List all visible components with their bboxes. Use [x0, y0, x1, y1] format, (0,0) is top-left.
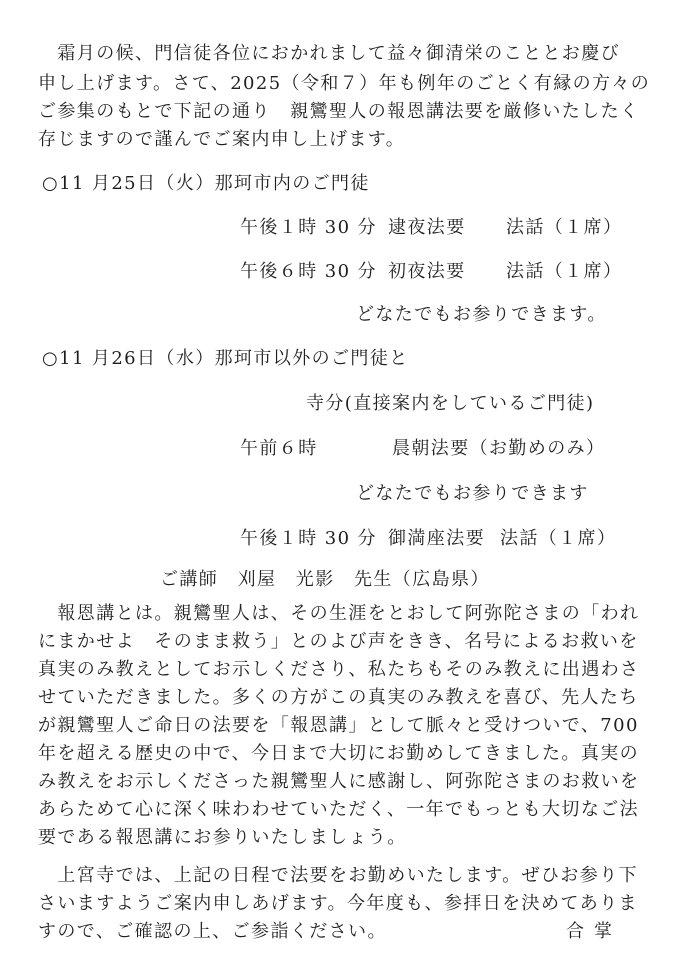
body-line: 要である報恩講にお参りいたしましょう。 [38, 827, 407, 848]
event-name: 逮夜法要 [388, 217, 466, 238]
intro-line: 申し上げます。さて、2025（令和７）年も例年のごとく有縁の方々の [38, 73, 651, 94]
closing-line: さいますようご案内申しあげます。今年度も、参拝日を決めてありま [38, 893, 638, 914]
event-talk: 法話（１席） [500, 528, 617, 549]
body-line: せていただきました。多くの方がこの真実のみ教えを喜び、先人たち [38, 687, 639, 708]
day1-event-2 [240, 260, 622, 284]
event-name: 晨朝法要（お勤めのみ） [392, 438, 606, 459]
event-time: 午後１時 30 分 [240, 217, 377, 238]
intro-line: 霜月の候、門信徒各位におかれまして益々御清栄のこととお慶び [38, 43, 620, 64]
body-line: あらためて心に深く味わわせていただく、一年でもっとも大切なご法 [38, 799, 640, 820]
day1-header: ○11 月25日（火）那珂市内のご門徒 [42, 173, 370, 194]
event-time: 午前６時 [240, 438, 318, 459]
day1-event-1 [240, 216, 622, 240]
body-line: み教えをお示しくださった親鸞聖人に感謝し、阿弥陀さまのお救いを [38, 771, 640, 792]
event-name: 御満座法要 [388, 528, 485, 549]
intro-line: 存じますので謹んでご案内申し上げます。 [38, 129, 406, 150]
body-line: 報恩講とは。親鸞聖人は、その生涯をとおして阿弥陀さまの「われ [38, 603, 640, 624]
day2-header: ○11 月26日（水）那珂市以外のご門徒と [42, 348, 409, 369]
signoff: 合掌 [566, 921, 622, 942]
lecturer: ご講師 刈屋 光影 先生（広島県） [160, 569, 490, 590]
event-time: 午後１時 30 分 [240, 528, 377, 549]
body-line: 年を超える歴史の中で、今日まで大切にお勤めしてきました。真実の [38, 743, 640, 764]
day2-event-morning [240, 437, 605, 461]
day2-header-cont: 寺分(直接案内をしているご門徒) [306, 393, 595, 414]
event-name: 初夜法要 [388, 261, 466, 282]
day2-note: どなたでもお参りできます [356, 483, 589, 504]
body-line: にまかせよ そのまま救う」とのよび声をきき、名号によるお救いを [38, 631, 639, 652]
day1-note: どなたでもお参りできます。 [356, 304, 607, 325]
event-talk: 法話（１席） [506, 261, 623, 282]
intro-line: ご参集のもとで下記の通り 親鸞聖人の報恩講法要を厳修いたしたく [38, 101, 640, 122]
closing-line: 上宮寺では、上記の日程で法要をお勤めいたします。ぜひお参り下 [38, 865, 638, 886]
day2-event-afternoon [240, 527, 616, 551]
event-talk: 法話（１席） [506, 217, 623, 238]
body-line: 真実のみ教えとしてお示しくださり、私たちもそのみ教えに出遇わさ [38, 659, 640, 680]
closing-line: すので、ご確認の上、ご参詣ください。 [38, 921, 387, 942]
body-line: が親鸞聖人ご命日の法要を「報恩講」として脈々と受けついで、700 [38, 715, 639, 736]
event-time: 午後６時 30 分 [240, 261, 377, 282]
